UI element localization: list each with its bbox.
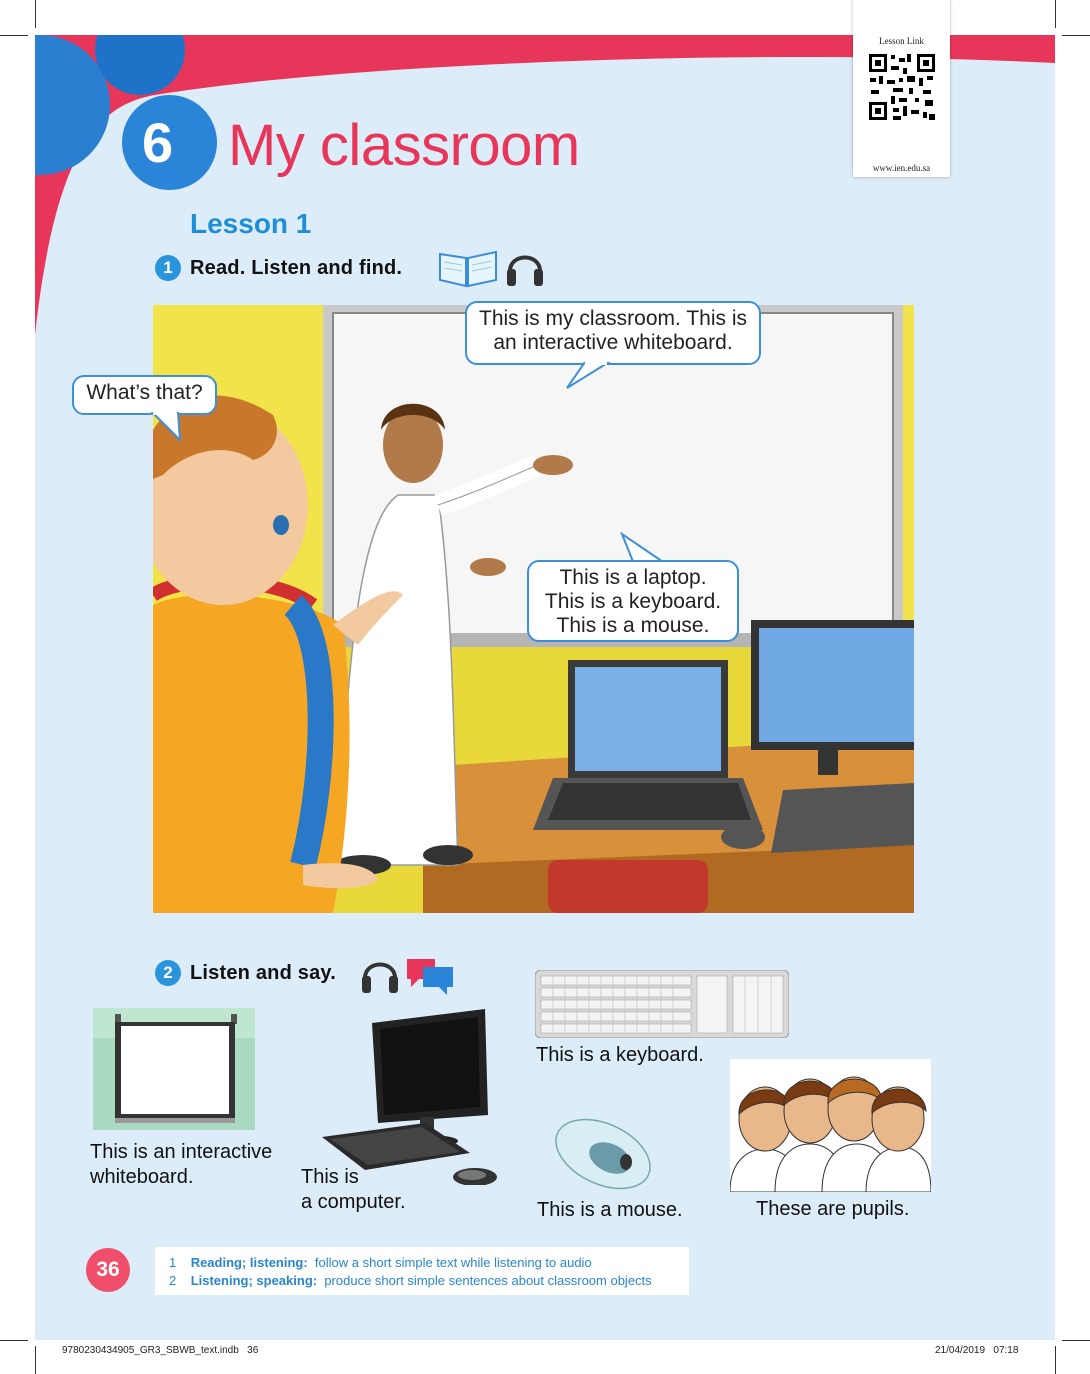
objective-2 — [169, 1273, 652, 1288]
objective-2-label: Listening; speaking: — [190, 1273, 318, 1288]
caption-whiteboard-line-2: whiteboard. — [90, 1166, 194, 1188]
book-icon — [436, 246, 500, 288]
lesson-link-label: Lesson Link — [879, 36, 924, 46]
activity-2-number: 2 — [155, 960, 181, 986]
bubble-classroom-line-2: an interactive whiteboard. — [493, 331, 733, 354]
objective-1-text: follow a short simple text while listening to audio — [314, 1255, 592, 1270]
headphones-icon — [505, 245, 545, 289]
bubble-whats-that-text: What’s that? — [86, 381, 203, 404]
caption-computer-line-2: a computer. — [301, 1191, 406, 1213]
whiteboard-image — [93, 1008, 255, 1130]
bubble-classroom-line-1: This is my classroom. This is — [479, 307, 747, 330]
caption-mouse: This is a mouse. — [537, 1199, 683, 1221]
keyboard-image — [535, 970, 789, 1038]
bubble-classroom — [465, 301, 761, 365]
caption-keyboard: This is a keyboard. — [536, 1044, 704, 1066]
bubble-laptop-line-1: This is a laptop. — [559, 566, 707, 589]
objective-1-number: 1 — [169, 1255, 177, 1270]
bubble-laptop-line-2: This is a keyboard. — [544, 590, 722, 613]
bubble-laptop — [527, 560, 739, 642]
unit-title: My classroom — [228, 113, 580, 178]
headphones-icon — [360, 952, 400, 996]
objective-1 — [169, 1255, 592, 1270]
objective-1-label: Reading; listening: — [190, 1255, 308, 1270]
learning-objectives — [155, 1247, 689, 1295]
unit-number: 6 — [142, 111, 174, 174]
lesson-link-url[interactable]: www.ien.edu.sa — [872, 163, 931, 173]
qr-code-icon — [867, 52, 937, 122]
caption-pupils: These are pupils. — [756, 1198, 910, 1220]
objective-2-text: produce short simple sentences about classroom objects — [324, 1273, 652, 1288]
bubble-whats-that — [72, 375, 217, 415]
caption-computer — [301, 1165, 406, 1215]
imprint-file: 9780230434905_GR3_SBWB_text.indb 36 — [62, 1345, 259, 1356]
activity-2-instruction: Listen and say. — [190, 962, 337, 984]
lesson-link-card[interactable] — [853, 0, 950, 177]
caption-whiteboard — [90, 1140, 272, 1190]
activity-1-instruction: Read. Listen and find. — [190, 257, 403, 279]
page-number: 36 — [86, 1248, 130, 1292]
bubble-whats-that-tail — [150, 412, 190, 442]
lesson-title: Lesson 1 — [190, 208, 312, 239]
bubble-classroom-tail — [565, 362, 615, 390]
imprint-date: 21/04/2019 07:18 — [935, 1345, 1019, 1356]
caption-whiteboard-line-1: This is an interactive — [90, 1141, 273, 1163]
activity-1-number: 1 — [155, 255, 181, 281]
computer-image — [310, 1005, 500, 1185]
pupils-image — [730, 1059, 931, 1192]
mouse-image — [548, 1112, 658, 1197]
bubble-laptop-line-3: This is a mouse. — [556, 614, 710, 637]
speech-bubbles-icon — [405, 955, 455, 997]
objective-2-number: 2 — [169, 1273, 177, 1288]
caption-computer-line-1: This is — [301, 1166, 359, 1188]
